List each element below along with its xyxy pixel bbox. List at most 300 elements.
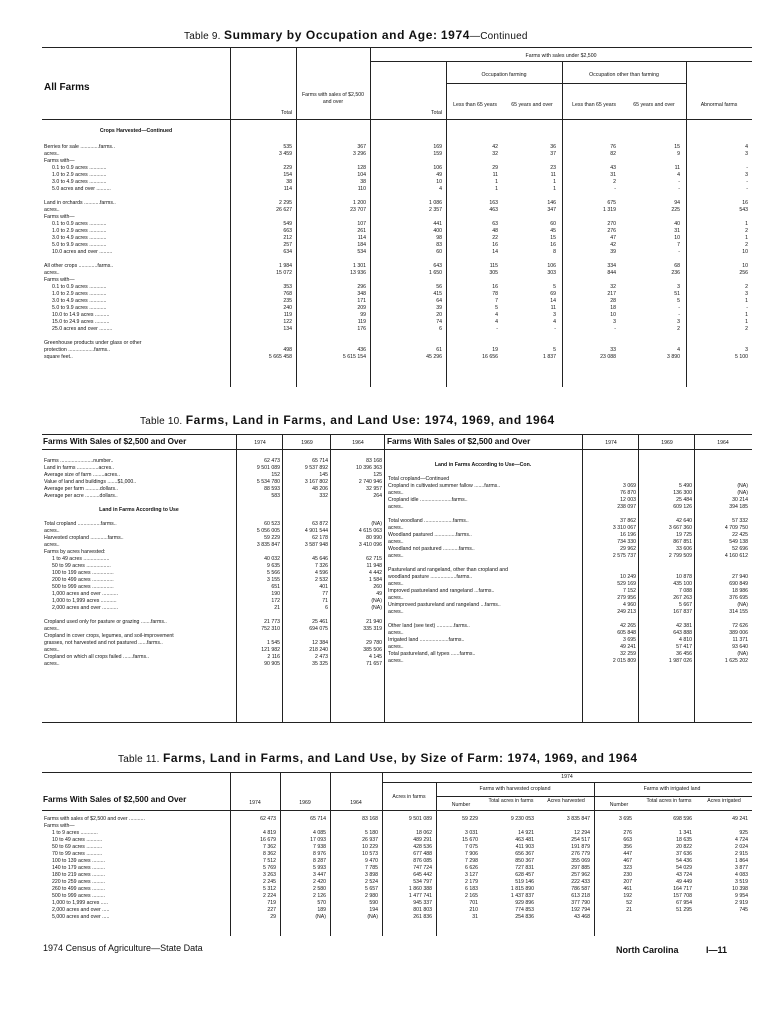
t11-cell <box>282 823 326 830</box>
t9-cell: - <box>678 179 680 185</box>
t11-cell: 192 794 <box>571 907 590 913</box>
t9-cell: 76 <box>610 144 616 150</box>
t10-cell: 5 534 780 <box>256 479 280 485</box>
t9-cell: 225 <box>671 207 680 213</box>
t10-cell: 57 332 <box>732 518 748 524</box>
t9-cell: 39 <box>610 249 616 255</box>
t10-cell: 2 015 809 <box>612 658 636 664</box>
col-rule <box>638 434 639 722</box>
t10-right-stub-row: acres.. <box>388 658 404 664</box>
t10-cell: 18 986 <box>732 588 748 594</box>
t9-cell: 4 <box>495 312 498 318</box>
t9-col-65overb <box>624 144 680 361</box>
t10-stub-row: Land in farms ...............acres.. <box>44 465 115 471</box>
t11-col-acres <box>384 816 432 921</box>
t11-cell: 925 <box>739 830 748 836</box>
t9-cell: 38 <box>286 179 292 185</box>
t10-stub-row: Cropland used only for pasture or grazing .......farms.. <box>44 619 167 625</box>
t10-cell: 10 396 363 <box>356 465 382 471</box>
t11-stub-row: 500 to 999 acres ......... <box>52 893 106 899</box>
t11-cell: 7 298 <box>465 858 478 864</box>
col-rule <box>230 772 231 936</box>
t9-cell: 235 <box>283 298 292 304</box>
rule <box>42 722 752 723</box>
t11-cell: 945 337 <box>413 900 432 906</box>
t9-stub-row: 1.0 to 2.9 acres ............ <box>52 172 107 178</box>
t9-cell: 1 <box>553 179 556 185</box>
t9-cell: - <box>496 326 498 332</box>
t11-cell: 4 085 <box>313 830 326 836</box>
t10-col-1969 <box>284 458 328 668</box>
t11-cell <box>332 823 378 830</box>
t10-cell <box>640 476 692 483</box>
header-total: Total <box>281 110 292 116</box>
t10-right-stub-row: acres.. <box>388 525 404 531</box>
t11-h-total-acres2: Total acres in farms <box>646 798 692 804</box>
t10-cell: 314 155 <box>729 609 748 615</box>
t10-year-1969: 1969 <box>301 440 313 446</box>
header-abnormal: Abnormal farms <box>700 102 738 108</box>
t9-cell: 1 <box>495 186 498 192</box>
t9-cell: 4 <box>677 347 680 353</box>
t11-h-total-acres: Total acres in farms <box>488 798 534 804</box>
t10-right-stub-row: Total pastureland, all types ......farms.. <box>388 651 476 657</box>
t9-cell: 549 <box>283 221 292 227</box>
t9-cell <box>298 277 366 284</box>
t10-cell: 172 <box>271 598 280 604</box>
t9-col-sales <box>298 144 366 361</box>
t11-cell: 207 <box>623 879 632 885</box>
t9-cell: 1 <box>745 298 748 304</box>
t9-cell: 5 100 <box>735 354 748 360</box>
t9-cell: 675 <box>607 200 616 206</box>
t9-cell: 14 <box>550 298 556 304</box>
t11-h-1964: 1964 <box>350 800 362 806</box>
t11-cell: 3 127 <box>465 872 478 878</box>
t10-cell <box>584 560 636 567</box>
t9-cell: 107 <box>357 221 366 227</box>
t9-stub-row: 0.1 to 0.9 acres ............ <box>52 284 107 290</box>
t9-cell <box>448 340 498 347</box>
t9-cell: 3 <box>745 151 748 157</box>
t11-cell: 194 <box>369 907 378 913</box>
col-rule <box>296 47 297 387</box>
t10-cell: 260 <box>373 584 382 590</box>
t11-cell: 2 980 <box>365 893 378 899</box>
t11-cell: 447 <box>623 851 632 857</box>
t10-cell: 57 417 <box>676 644 692 650</box>
t9-stub-row: 0.1 to 0.9 acres ............ <box>52 221 107 227</box>
t9-stub-row: 3.0 to 4.9 acres ............ <box>52 298 107 304</box>
t10-stub-row: Cropland in cover crops, legumes, and soil-improvement <box>44 633 174 639</box>
t9-cell: 353 <box>283 284 292 290</box>
t9-cell: 4 <box>745 144 748 150</box>
t11-cell: 3 898 <box>365 872 378 878</box>
t9-cell: 7 <box>677 242 680 248</box>
t11-col-1964 <box>332 816 378 921</box>
t10-cell <box>332 633 382 640</box>
t9-cell: 212 <box>283 235 292 241</box>
t10-cell: 4 442 <box>369 570 382 576</box>
t10-cell: 694 075 <box>309 626 328 632</box>
t9-cell: 163 <box>489 200 498 206</box>
t11-h-acres-in-farms: Acres in farms <box>392 794 426 800</box>
t10-cell: 76 870 <box>620 490 636 496</box>
t11-col-irr-acres <box>698 816 748 921</box>
t11-cell: 428 536 <box>413 844 432 850</box>
t9-stub-row: acres.. <box>44 270 60 276</box>
t11-cell: 8 976 <box>313 851 326 857</box>
col-rule <box>330 434 331 722</box>
t11-cell: 4 819 <box>263 830 276 836</box>
t10-cell: 9 501 089 <box>256 465 280 471</box>
t9-cell: 11 <box>492 172 498 178</box>
t9-cell: 23 088 <box>600 354 616 360</box>
t11-cell: 297 885 <box>571 865 590 871</box>
t9-cell: 64 <box>436 298 442 304</box>
t11-cell: 411 903 <box>515 844 534 850</box>
t11-cell: 850 367 <box>515 858 534 864</box>
header-65overb: 65 years and over <box>633 102 675 108</box>
t9-cell <box>232 158 292 165</box>
t11-cell: 786 587 <box>571 886 590 892</box>
t10-cell: 72 626 <box>732 623 748 629</box>
t10-right-stub-row: Cropland idle ......................farms.. <box>388 497 468 503</box>
t10-stub-row: acres.. <box>44 661 60 667</box>
t10-cell: 609 126 <box>673 504 692 510</box>
t10-right-stub-row: Pastureland and rangeland, other than cropland and <box>388 567 508 573</box>
t10-cell: 125 <box>373 472 382 478</box>
t11-cell: 3 263 <box>263 872 276 878</box>
t9-cell: 1 <box>745 221 748 227</box>
t9-cell: 31 <box>674 228 680 234</box>
t9-cell <box>624 214 680 221</box>
t9-cell: 5 <box>677 298 680 304</box>
t9-cell: 1 301 <box>353 263 366 269</box>
t10-cell <box>332 514 382 521</box>
t9-cell: 4 <box>553 319 556 325</box>
t11-col-harv-number <box>438 816 478 921</box>
t9-cell: 4 <box>677 172 680 178</box>
t11-h-irrigated: Farms with irrigated land <box>643 786 701 792</box>
t11-cell <box>484 823 534 830</box>
t10-cell: 62 473 <box>264 458 280 464</box>
t11-cell: 18 062 <box>416 830 432 836</box>
t9-cell: 2 <box>613 179 616 185</box>
t11-cell: 701 <box>469 900 478 906</box>
t10-right-stub-row: Total cropland—Continued <box>388 476 450 482</box>
rule <box>370 61 752 62</box>
t10-right-stub-row: Irrigated land ....................farms.. <box>388 637 465 643</box>
t9-cell: - <box>678 312 680 318</box>
t10-cell <box>238 612 280 619</box>
t11-cell: 3 519 <box>735 879 748 885</box>
t11-cell: 2 126 <box>313 893 326 899</box>
t10-cell: 10 249 <box>620 574 636 580</box>
t10-r-col-1974 <box>584 476 636 665</box>
t9-cell: 296 <box>357 284 366 290</box>
t10-cell: 16 196 <box>620 532 636 538</box>
t10-stub-row: Farms by acres harvested: <box>44 549 106 555</box>
t10-cell: 29 962 <box>620 546 636 552</box>
t9-stub-row: Land in orchards ...........farms.. <box>44 200 116 206</box>
t10-cell <box>284 633 328 640</box>
t9-cell: 48 <box>492 228 498 234</box>
t10-cell <box>696 511 748 518</box>
t10-cell: 3 410 096 <box>358 542 382 548</box>
t10-right-stub-row: acres.. <box>388 644 404 650</box>
t9-cell <box>564 333 616 340</box>
t10-cell: 690 849 <box>729 581 748 587</box>
t10-cell: (NA) <box>371 605 382 611</box>
t9-cell <box>232 214 292 221</box>
t10-stub-row <box>44 612 234 619</box>
t9-cell <box>624 158 680 165</box>
t9-cell <box>624 256 680 263</box>
t9-cell: 768 <box>283 291 292 297</box>
t9-cell <box>372 340 442 347</box>
t10-cell <box>284 507 328 514</box>
t11-cell: 54 029 <box>676 865 692 871</box>
t10-cell: 167 837 <box>673 609 692 615</box>
t9-cell: 110 <box>357 186 366 192</box>
t11-cell: 801 803 <box>413 907 432 913</box>
t9-cell: 3 <box>613 319 616 325</box>
t9-stub-row: square feet.. <box>44 354 73 360</box>
t9-cell <box>504 158 556 165</box>
t9-cell: 5 <box>495 305 498 311</box>
t11-stub-row: 70 to 99 acres ........... <box>52 851 103 857</box>
t9-cell: 3 <box>745 347 748 353</box>
t9-cell: 240 <box>283 305 292 311</box>
t11-cell: 7 362 <box>263 844 276 850</box>
t11-cell: 164 717 <box>673 886 692 892</box>
t9-cell: 663 <box>283 228 292 234</box>
t10-cell <box>640 616 692 623</box>
t10-stub-row: 1,000 to 1,999 acres ........... <box>52 598 117 604</box>
t9-cell: 634 <box>283 249 292 255</box>
t9-cell <box>564 214 616 221</box>
t9-cell <box>688 158 748 165</box>
t9-cell: 69 <box>550 291 556 297</box>
t10-cell: 121 982 <box>261 647 280 653</box>
t9-cell: 463 <box>489 207 498 213</box>
t10-cell: 32 957 <box>366 486 382 492</box>
t11-cell: 645 442 <box>413 872 432 878</box>
t11-stub-row: 10 to 49 acres ........... <box>52 837 103 843</box>
t9-cell: 28 <box>610 298 616 304</box>
t11-cell: 191 879 <box>571 844 590 850</box>
t9-cell: 154 <box>283 172 292 178</box>
t9-stub-row: 15.0 to 24.9 acres .......... <box>52 319 110 325</box>
t9-stub-row: All other crops .............farms.. <box>44 263 114 269</box>
t9-cell: - <box>678 186 680 192</box>
t11-cell: 590 <box>369 900 378 906</box>
t10-cell: 145 <box>319 472 328 478</box>
t9-cell: 1 984 <box>279 263 292 269</box>
t9-cell: 74 <box>436 319 442 325</box>
t11-cell: 719 <box>267 900 276 906</box>
t10-cell: 279 956 <box>617 595 636 601</box>
t9-cell: 7 <box>495 298 498 304</box>
t9-cell: 32 <box>610 284 616 290</box>
t10-cell: 4 596 <box>315 570 328 576</box>
t10-cell: 218 240 <box>309 647 328 653</box>
t9-cell <box>448 193 498 200</box>
t10-cell: 605 848 <box>617 630 636 636</box>
t11-cell: 54 436 <box>676 858 692 864</box>
t9-cell <box>504 333 556 340</box>
t9-cell: 31 <box>610 172 616 178</box>
col-rule <box>230 47 231 387</box>
col-rule <box>446 61 447 387</box>
t9-cell: 9 <box>677 151 680 157</box>
t9-cell: 4 <box>495 319 498 325</box>
t10-stub-row: 100 to 199 acres ............... <box>52 570 114 576</box>
t11-cell: 52 <box>626 900 632 906</box>
t9-cell: 1 <box>745 319 748 325</box>
t11-cell: 355 069 <box>571 858 590 864</box>
t11-cell: 1 815 890 <box>510 886 534 892</box>
t11-cell <box>232 823 276 830</box>
t9-stub-row: Farms with— <box>44 158 75 164</box>
t11-cell: 3 031 <box>465 830 478 836</box>
col-rule <box>594 782 595 936</box>
t9-cell: 29 <box>492 165 498 171</box>
t11-cell: 31 <box>472 914 478 920</box>
t9-cell <box>624 333 680 340</box>
t10-cell <box>696 616 748 623</box>
t10-right-stub-row <box>388 616 580 623</box>
t11-cell: 18 635 <box>676 837 692 843</box>
t9-cell: 2 <box>745 242 748 248</box>
t10-cell: 5 667 <box>679 602 692 608</box>
t9-cell: 11 <box>550 305 556 311</box>
t10-cell: 7 152 <box>623 588 636 594</box>
t11-cell: 323 <box>623 865 632 871</box>
t10-right-stub-row: acres.. <box>388 539 404 545</box>
t11-cell: 8 362 <box>263 851 276 857</box>
t11-h-1969: 1969 <box>299 800 311 806</box>
t9-cell: 5 665 458 <box>268 354 292 360</box>
t11-cell: 51 295 <box>676 907 692 913</box>
rule <box>42 449 752 450</box>
t10-stub-row: acres.. <box>44 528 60 534</box>
col-rule <box>280 772 281 936</box>
t10-cell: 65 714 <box>312 458 328 464</box>
t11-stub-row: 2,000 acres and over ..... <box>52 907 110 913</box>
t11-cell: 37 636 <box>676 851 692 857</box>
t11-cell: 9 501 089 <box>408 816 432 822</box>
t10-cell: 25 461 <box>312 619 328 625</box>
table10-title: Table 10. Farms, Land in Farms, and Land Use: 1974, 1969, and 1964 <box>140 413 555 427</box>
t10-cell: 1 584 <box>369 577 382 583</box>
t11-cell: 2 224 <box>263 893 276 899</box>
t10-cell <box>640 511 692 518</box>
t10-cell <box>238 507 280 514</box>
t11-cell: 2 580 <box>313 886 326 892</box>
t10-right-stub-row: Other land (see text) ............farms.. <box>388 623 470 629</box>
t9-cell: 128 <box>357 165 366 171</box>
t11-cell: 1 860 388 <box>408 886 432 892</box>
t10-right-stub-row: acres.. <box>388 609 404 615</box>
t11-cell: 12 294 <box>574 830 590 836</box>
t11-cell: (NA) <box>367 914 378 920</box>
t9-cell: 1 <box>553 186 556 192</box>
t10-cell <box>284 500 328 507</box>
t11-cell: 254 836 <box>515 914 534 920</box>
col-rule <box>330 772 331 936</box>
t11-stub-row: 180 to 219 acres ......... <box>52 872 106 878</box>
t9-cell: 535 <box>283 144 292 150</box>
t9-cell: 1 086 <box>429 200 442 206</box>
t10-right-stub-row <box>388 560 580 567</box>
t10-cell: 3 587 948 <box>304 542 328 548</box>
col-rule <box>694 434 695 722</box>
t9-cell <box>688 256 748 263</box>
t11-cell: 59 229 <box>462 816 478 822</box>
t9-cell: 209 <box>357 305 366 311</box>
t9-cell: 1 <box>745 235 748 241</box>
t11-cell: 5 180 <box>365 830 378 836</box>
t10-cell: 7 088 <box>679 588 692 594</box>
t9-cell <box>504 340 556 347</box>
t11-cell: 3 877 <box>735 865 748 871</box>
t9-cell: 3 <box>745 172 748 178</box>
t10-cell: 643 888 <box>673 630 692 636</box>
t9-cell: 42 <box>610 242 616 248</box>
t10-left-heading: Farms With Sales of $2,500 and Over <box>43 437 187 446</box>
t9-cell: 134 <box>283 326 292 332</box>
t10-cell: 2 116 <box>267 654 280 660</box>
col-rule <box>686 61 687 387</box>
t9-cell: 436 <box>357 347 366 353</box>
col-rule <box>382 772 383 936</box>
t10-right-stub-row: acres.. <box>388 504 404 510</box>
t11-cell: 570 <box>317 900 326 906</box>
t9-cell: 115 <box>489 263 498 269</box>
t11-h-number2: Number <box>609 802 629 808</box>
t9-cell: 4 <box>439 186 442 192</box>
t9-cell: 3 890 <box>667 354 680 360</box>
t10-r-year-1969: 1969 <box>661 440 673 446</box>
t10-cell: 529 169 <box>617 581 636 587</box>
header-total2: Total <box>431 110 442 116</box>
t11-stub-row: 220 to 259 acres ......... <box>52 879 106 885</box>
t9-cell: 39 <box>436 305 442 311</box>
t10-stub-row: Harvested cropland ............farms.. <box>44 535 124 541</box>
t10-cell: 42 265 <box>620 623 636 629</box>
t10-cell: 3 667 360 <box>668 525 692 531</box>
t9-cell <box>232 256 292 263</box>
t10-cell <box>284 612 328 619</box>
t9-cell: 22 <box>492 235 498 241</box>
t9-cell: 534 <box>357 249 366 255</box>
t9-cell <box>624 193 680 200</box>
t10-right-stub-row: acres.. <box>388 581 404 587</box>
t9-col-total2 <box>372 144 442 361</box>
t9-col-less65 <box>448 144 498 361</box>
t11-cell: 15 670 <box>462 837 478 843</box>
t11-cell: 7 075 <box>465 844 478 850</box>
t9-cell: 20 <box>436 312 442 318</box>
t9-cell: - <box>554 326 556 332</box>
t10-cell: 4 160 612 <box>724 553 748 559</box>
t10-cell: 152 <box>271 472 280 478</box>
t9-col-abnormal <box>688 144 748 361</box>
t10-cell: 10 878 <box>676 574 692 580</box>
t10-cell: (NA) <box>737 490 748 496</box>
